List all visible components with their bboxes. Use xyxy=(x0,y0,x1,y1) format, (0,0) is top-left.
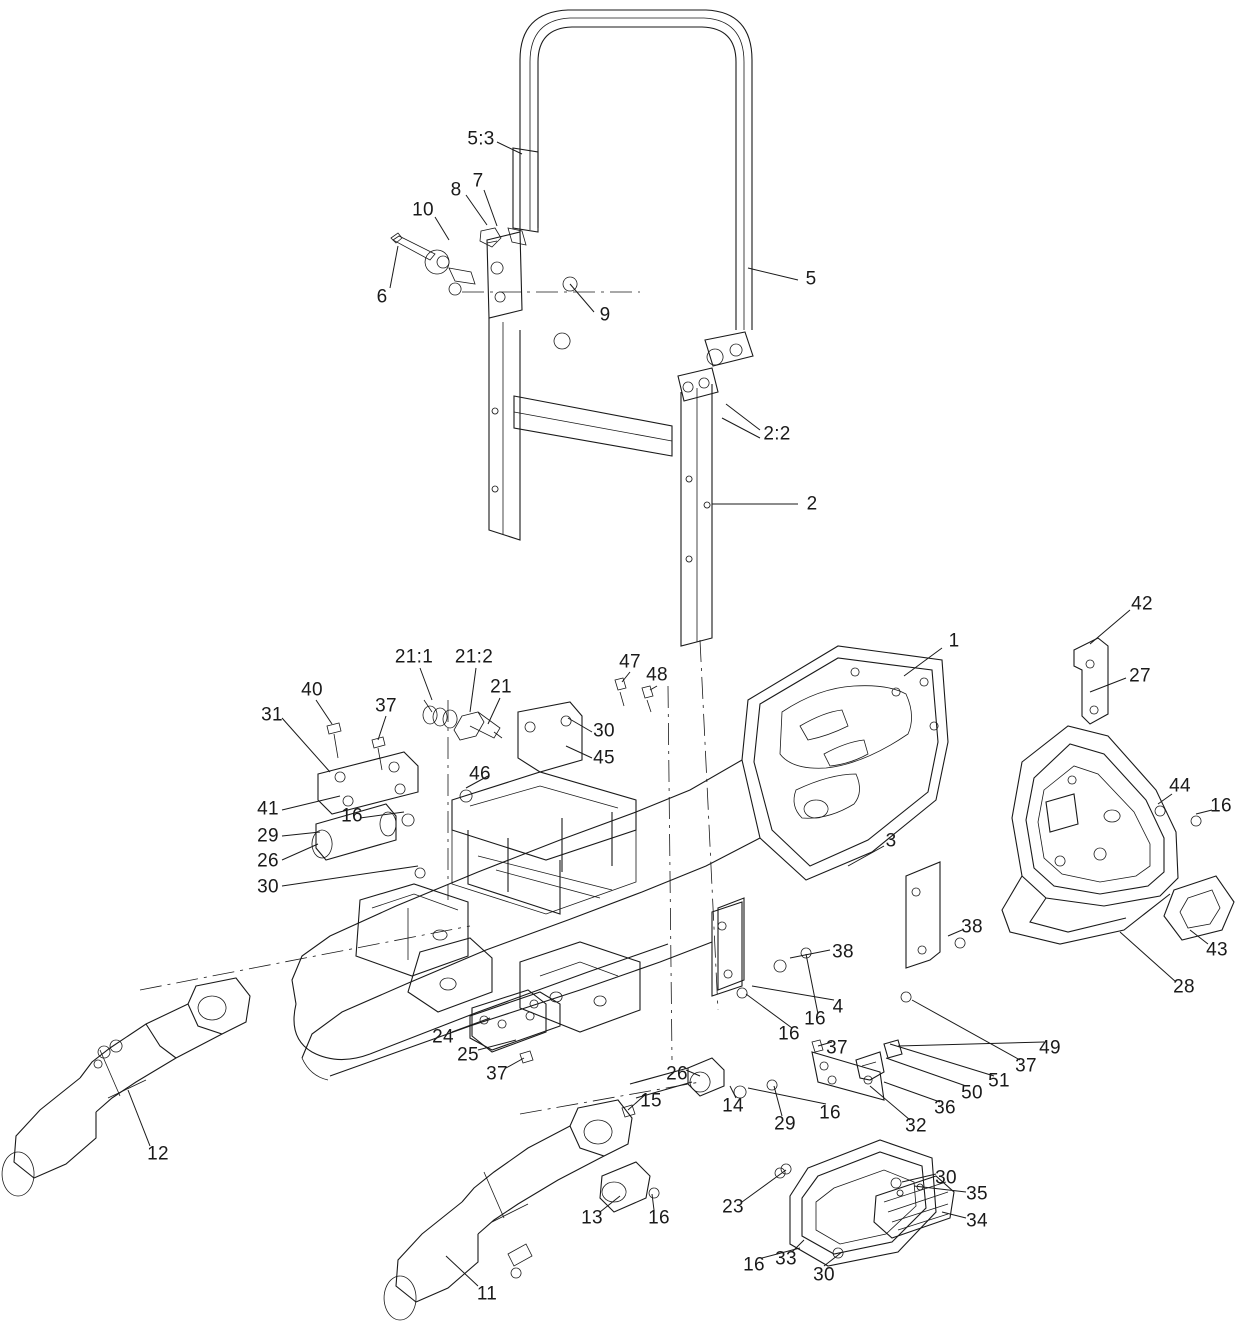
callout-29-b: 29 xyxy=(774,1113,796,1135)
callout-16-f: 16 xyxy=(648,1207,670,1229)
callout-9: 9 xyxy=(599,304,611,326)
callout-6: 6 xyxy=(376,286,388,308)
center-pivot-tube xyxy=(622,1058,785,1178)
callout-41: 41 xyxy=(257,798,279,820)
callout-21-1: 21:1 xyxy=(394,646,434,668)
left-bracket-group xyxy=(312,723,425,878)
callout-4: 4 xyxy=(832,996,844,1018)
footrest-step-group xyxy=(781,1140,954,1266)
callout-1: 1 xyxy=(948,630,960,652)
callout-27: 27 xyxy=(1129,665,1151,687)
callout-11: 11 xyxy=(476,1283,498,1305)
callout-48: 48 xyxy=(646,664,668,686)
callout-49: 49 xyxy=(1039,1037,1061,1059)
callout-16-e: 16 xyxy=(819,1102,841,1124)
callout-45: 45 xyxy=(593,747,615,769)
callout-23: 23 xyxy=(722,1196,744,1218)
lift-arm-lower-11 xyxy=(384,1100,659,1320)
callout-31: 31 xyxy=(261,704,283,726)
callout-40: 40 xyxy=(301,679,323,701)
callout-13: 13 xyxy=(581,1207,603,1229)
callout-14: 14 xyxy=(722,1095,744,1117)
callout-44: 44 xyxy=(1169,775,1191,797)
callout-2-2: 2:2 xyxy=(763,423,791,445)
callout-12: 12 xyxy=(147,1143,169,1165)
lift-arm-upper-12 xyxy=(2,978,250,1196)
right-fender-group xyxy=(1002,638,1234,944)
callout-51: 51 xyxy=(988,1070,1010,1092)
callout-33: 33 xyxy=(775,1248,797,1270)
callout-26-a: 26 xyxy=(257,850,279,872)
callout-16-c: 16 xyxy=(778,1023,800,1045)
callout-15: 15 xyxy=(640,1090,662,1112)
callout-28: 28 xyxy=(1173,976,1195,998)
callout-25: 25 xyxy=(457,1044,479,1066)
callout-16-a: 16 xyxy=(341,805,363,827)
plate-32-36 xyxy=(812,1037,884,1100)
rops-lower-frame xyxy=(489,318,712,646)
callout-30-c: 30 xyxy=(935,1167,957,1189)
callout-50: 50 xyxy=(961,1082,983,1104)
callout-43: 43 xyxy=(1206,939,1228,961)
callout-36: 36 xyxy=(934,1097,956,1119)
callout-24: 24 xyxy=(432,1026,454,1048)
callout-10: 10 xyxy=(412,199,434,221)
callout-30-b: 30 xyxy=(257,876,279,898)
callout-34: 34 xyxy=(966,1210,988,1232)
callout-37-b: 37 xyxy=(1015,1055,1037,1077)
callout-5: 5 xyxy=(805,268,817,290)
callout-38-b: 38 xyxy=(961,916,983,938)
callout-30-a: 30 xyxy=(593,720,615,742)
callout-21: 21 xyxy=(490,676,512,698)
centerline-48 xyxy=(668,686,672,1060)
callout-2: 2 xyxy=(806,493,818,515)
callout-42: 42 xyxy=(1131,593,1153,615)
centerline-lift-arm-lower xyxy=(520,1082,700,1114)
callout-3: 3 xyxy=(885,830,897,852)
callout-30-d: 30 xyxy=(813,1264,835,1286)
callout-37-a: 37 xyxy=(375,695,397,717)
callout-32: 32 xyxy=(905,1115,927,1137)
callout-7: 7 xyxy=(472,170,484,192)
spring-pin-assembly-21 xyxy=(423,700,502,802)
centerline-lift-arm-upper xyxy=(140,926,470,990)
leader-lines xyxy=(128,142,1212,1286)
callout-37-c: 37 xyxy=(826,1037,848,1059)
callout-35: 35 xyxy=(966,1183,988,1205)
callout-16-d: 16 xyxy=(804,1008,826,1030)
callout-21-2: 21:2 xyxy=(454,646,494,668)
callout-26-b: 26 xyxy=(666,1063,688,1085)
callout-38-a: 38 xyxy=(832,941,854,963)
callout-8: 8 xyxy=(450,179,462,201)
callout-37-d: 37 xyxy=(486,1063,508,1085)
callout-46: 46 xyxy=(469,763,491,785)
callout-5-3: 5:3 xyxy=(467,128,495,150)
callout-47: 47 xyxy=(619,651,641,673)
callout-29-a: 29 xyxy=(257,825,279,847)
callout-16-b: 16 xyxy=(1210,795,1232,817)
centerline-rops-drop xyxy=(700,640,718,1010)
rops-roll-bar-group xyxy=(391,10,753,401)
callout-16-g: 16 xyxy=(743,1254,765,1276)
